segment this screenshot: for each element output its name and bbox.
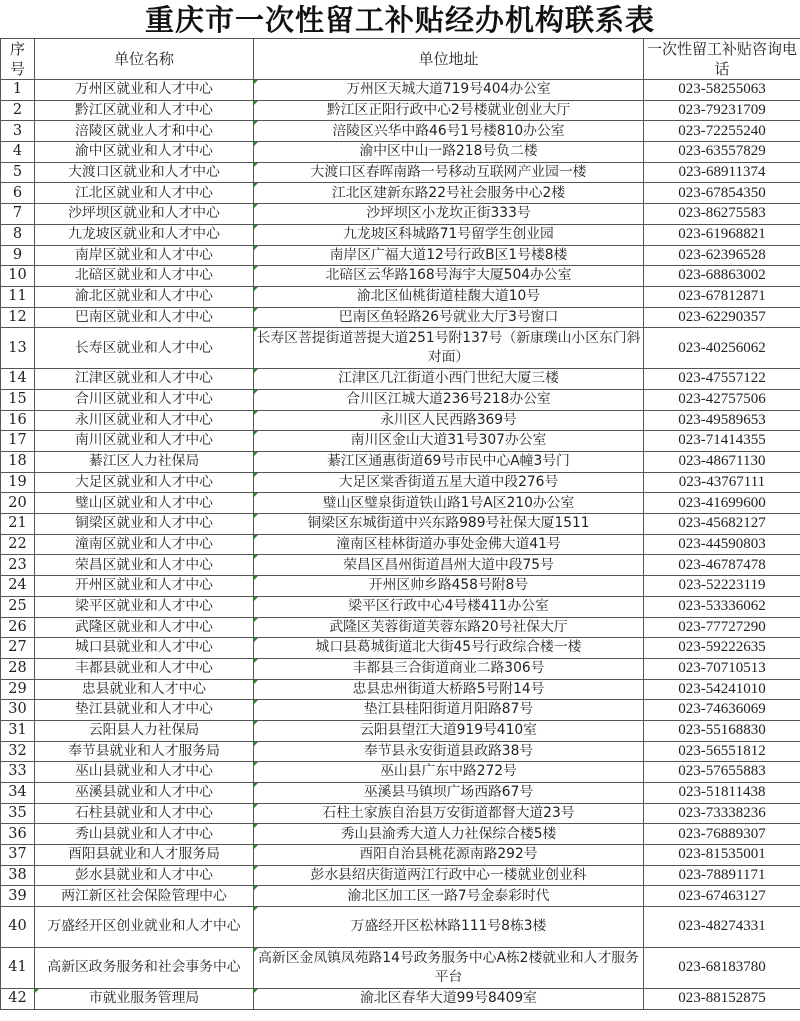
phone-cell: 023-67812871 xyxy=(644,286,800,307)
row-number: 13 xyxy=(1,328,35,369)
row-number: 3 xyxy=(1,121,35,142)
table-row xyxy=(1,286,800,307)
table-row xyxy=(1,472,800,493)
unit-name-cell: 城口县就业和人才中心 xyxy=(35,638,254,659)
unit-name-cell: 万盛经开区创业就业和人才中心 xyxy=(35,907,254,948)
phone-cell: 023-70710513 xyxy=(644,658,800,679)
unit-address-cell: 黔江区正阳行政中心2号楼就业创业大厅 xyxy=(254,100,644,121)
phone-cell: 023-54241010 xyxy=(644,679,800,700)
unit-address-cell: 渝北区春华大道99号8409室 xyxy=(254,989,644,1010)
unit-name-cell: 涪陵区就业人才和中心 xyxy=(35,121,254,142)
table-row xyxy=(1,80,800,101)
unit-address-cell: 石柱土家族自治县万安街道都督大道23号 xyxy=(254,803,644,824)
row-number: 12 xyxy=(1,307,35,328)
unit-address-cell: 大足区棠香街道五星大道中段276号 xyxy=(254,472,644,493)
header-address: 单位地址 xyxy=(254,39,644,80)
row-number: 25 xyxy=(1,596,35,617)
unit-name-cell: 高新区政务服务和社会事务中心 xyxy=(35,948,254,989)
table-row xyxy=(1,431,800,452)
unit-name-cell: 云阳县人力社保局 xyxy=(35,720,254,741)
row-number: 28 xyxy=(1,658,35,679)
row-number: 29 xyxy=(1,679,35,700)
unit-name-cell: 北碚区就业和人才中心 xyxy=(35,266,254,287)
unit-name-cell: 长寿区就业和人才中心 xyxy=(35,328,254,369)
unit-address-cell: 丰都县三合街道商业二路306号 xyxy=(254,658,644,679)
phone-cell: 023-42757506 xyxy=(644,389,800,410)
unit-address-cell: 奉节县永安街道县政路38号 xyxy=(254,741,644,762)
unit-address-cell: 涪陵区兴华中路46号1号楼810办公室 xyxy=(254,121,644,142)
row-number: 23 xyxy=(1,555,35,576)
unit-address-cell: 铜梁区东城街道中兴东路989号社保大厦1511 xyxy=(254,514,644,535)
table-row xyxy=(1,783,800,804)
phone-cell: 023-63557829 xyxy=(644,142,800,163)
table-row xyxy=(1,989,800,1010)
table-body xyxy=(1,80,800,1010)
unit-name-cell: 巴南区就业和人才中心 xyxy=(35,307,254,328)
row-number: 42 xyxy=(1,989,35,1010)
unit-address-cell: 云阳县望江大道919号410室 xyxy=(254,720,644,741)
row-number: 35 xyxy=(1,803,35,824)
table-row xyxy=(1,389,800,410)
table-row xyxy=(1,886,800,907)
table-row xyxy=(1,555,800,576)
table-row xyxy=(1,534,800,555)
unit-address-cell: 南川区金山大道31号307办公室 xyxy=(254,431,644,452)
unit-name-cell: 开州区就业和人才中心 xyxy=(35,576,254,597)
unit-name-cell: 忠县就业和人才中心 xyxy=(35,679,254,700)
unit-name-cell: 永川区就业和人才中心 xyxy=(35,410,254,431)
unit-address-cell: 渝中区中山一路218号负二楼 xyxy=(254,142,644,163)
phone-cell: 023-55168830 xyxy=(644,720,800,741)
unit-name-cell: 荣昌区就业和人才中心 xyxy=(35,555,254,576)
row-number: 32 xyxy=(1,741,35,762)
phone-cell: 023-47557122 xyxy=(644,369,800,390)
table-row xyxy=(1,142,800,163)
row-number: 7 xyxy=(1,204,35,225)
unit-name-cell: 綦江区人力社保局 xyxy=(35,452,254,473)
unit-address-cell: 万州区天城大道719号404办公室 xyxy=(254,80,644,101)
unit-name-cell: 南岸区就业和人才中心 xyxy=(35,245,254,266)
unit-name-cell: 丰都县就业和人才中心 xyxy=(35,658,254,679)
unit-name-cell: 渝北区就业和人才中心 xyxy=(35,286,254,307)
table-row xyxy=(1,100,800,121)
unit-name-cell: 璧山区就业和人才中心 xyxy=(35,493,254,514)
row-number: 31 xyxy=(1,720,35,741)
unit-name-cell: 九龙坡区就业和人才中心 xyxy=(35,224,254,245)
unit-name-cell: 渝中区就业和人才中心 xyxy=(35,142,254,163)
row-number: 15 xyxy=(1,389,35,410)
unit-address-cell: 荣昌区昌州街道昌州大道中段75号 xyxy=(254,555,644,576)
unit-address-cell: 江北区建新东路22号社会服务中心2楼 xyxy=(254,183,644,204)
row-number: 11 xyxy=(1,286,35,307)
unit-address-cell: 大渡口区春晖南路一号移动互联网产业园一楼 xyxy=(254,162,644,183)
unit-address-cell: 彭水县绍庆街道两江行政中心一楼就业创业科 xyxy=(254,865,644,886)
unit-address-cell: 潼南区桂林街道办事处金佛大道41号 xyxy=(254,534,644,555)
unit-address-cell: 璧山区璧泉街道铁山路1号A区210办公室 xyxy=(254,493,644,514)
phone-cell: 023-62290357 xyxy=(644,307,800,328)
phone-cell: 023-68183780 xyxy=(644,948,800,989)
unit-name-cell: 市就业服务管理局 xyxy=(35,989,254,1010)
phone-cell: 023-76889307 xyxy=(644,824,800,845)
unit-address-cell: 垫江县桂阳街道月阳路87号 xyxy=(254,700,644,721)
row-number: 33 xyxy=(1,762,35,783)
row-number: 17 xyxy=(1,431,35,452)
phone-cell: 023-73338236 xyxy=(644,803,800,824)
table-row xyxy=(1,658,800,679)
table-row xyxy=(1,245,800,266)
phone-cell: 023-52223119 xyxy=(644,576,800,597)
row-number: 40 xyxy=(1,907,35,948)
unit-address-cell: 沙坪坝区小龙坎正街333号 xyxy=(254,204,644,225)
row-number: 38 xyxy=(1,865,35,886)
unit-address-cell: 万盛经开区松林路111号8栋3楼 xyxy=(254,907,644,948)
unit-name-cell: 酉阳县就业和人才服务局 xyxy=(35,845,254,866)
row-number: 22 xyxy=(1,534,35,555)
unit-address-cell: 忠县忠州街道大桥路5号附14号 xyxy=(254,679,644,700)
row-number: 36 xyxy=(1,824,35,845)
unit-address-cell: 巫山县广东中路272号 xyxy=(254,762,644,783)
phone-cell: 023-78891171 xyxy=(644,865,800,886)
unit-address-cell: 高新区金凤镇凤苑路14号政务服务中心A栋2楼就业和人才服务平台 xyxy=(254,948,644,989)
unit-name-cell: 秀山县就业和人才中心 xyxy=(35,824,254,845)
row-number: 30 xyxy=(1,700,35,721)
row-number: 37 xyxy=(1,845,35,866)
phone-cell: 023-56551812 xyxy=(644,741,800,762)
phone-cell: 023-48671130 xyxy=(644,452,800,473)
phone-cell: 023-81535001 xyxy=(644,845,800,866)
table-row xyxy=(1,307,800,328)
phone-cell: 023-71414355 xyxy=(644,431,800,452)
phone-cell: 023-72255240 xyxy=(644,121,800,142)
table-row xyxy=(1,266,800,287)
row-number: 20 xyxy=(1,493,35,514)
table-row xyxy=(1,845,800,866)
table-row xyxy=(1,596,800,617)
row-number: 16 xyxy=(1,410,35,431)
unit-address-cell: 梁平区行政中心4号楼411办公室 xyxy=(254,596,644,617)
unit-address-cell: 北碚区云华路168号海宇大厦504办公室 xyxy=(254,266,644,287)
unit-name-cell: 铜梁区就业和人才中心 xyxy=(35,514,254,535)
row-number: 8 xyxy=(1,224,35,245)
table-row xyxy=(1,907,800,948)
row-number: 9 xyxy=(1,245,35,266)
row-number: 10 xyxy=(1,266,35,287)
phone-cell: 023-44590803 xyxy=(644,534,800,555)
row-number: 5 xyxy=(1,162,35,183)
phone-cell: 023-46787478 xyxy=(644,555,800,576)
row-number: 18 xyxy=(1,452,35,473)
table-row xyxy=(1,700,800,721)
contact-table xyxy=(0,38,800,1010)
phone-cell: 023-61968821 xyxy=(644,224,800,245)
unit-address-cell: 酉阳自治县桃花源南路292号 xyxy=(254,845,644,866)
table-row xyxy=(1,741,800,762)
unit-name-cell: 南川区就业和人才中心 xyxy=(35,431,254,452)
table-row xyxy=(1,948,800,989)
phone-cell: 023-58255063 xyxy=(644,80,800,101)
table-row xyxy=(1,576,800,597)
row-number: 2 xyxy=(1,100,35,121)
unit-address-cell: 武隆区芙蓉街道芙蓉东路20号社保大厅 xyxy=(254,617,644,638)
phone-cell: 023-88152875 xyxy=(644,989,800,1010)
unit-name-cell: 石柱县就业和人才中心 xyxy=(35,803,254,824)
unit-name-cell: 巫山县就业和人才中心 xyxy=(35,762,254,783)
unit-name-cell: 沙坪坝区就业和人才中心 xyxy=(35,204,254,225)
row-number: 6 xyxy=(1,183,35,204)
phone-cell: 023-49589653 xyxy=(644,410,800,431)
unit-name-cell: 奉节县就业和人才服务局 xyxy=(35,741,254,762)
phone-cell: 023-59222635 xyxy=(644,638,800,659)
phone-cell: 023-48274331 xyxy=(644,907,800,948)
unit-address-cell: 城口县葛城街道北大街45号行政综合楼一楼 xyxy=(254,638,644,659)
unit-address-cell: 巫溪县马镇坝广场西路67号 xyxy=(254,783,644,804)
header-phone: 一次性留工补贴咨询电话 xyxy=(644,39,800,80)
table-header-row xyxy=(1,39,800,80)
table-row xyxy=(1,762,800,783)
row-number: 1 xyxy=(1,80,35,101)
unit-address-cell: 长寿区菩提街道菩提大道251号附137号（新康璞山小区东门斜对面） xyxy=(254,328,644,369)
table-row xyxy=(1,410,800,431)
unit-address-cell: 江津区几江街道小西门世纪大厦三楼 xyxy=(254,369,644,390)
header-no: 序号 xyxy=(1,39,35,80)
table-row xyxy=(1,183,800,204)
row-number: 26 xyxy=(1,617,35,638)
row-number: 39 xyxy=(1,886,35,907)
phone-cell: 023-40256062 xyxy=(644,328,800,369)
row-number: 21 xyxy=(1,514,35,535)
table-row xyxy=(1,452,800,473)
phone-cell: 023-57655883 xyxy=(644,762,800,783)
unit-name-cell: 巫溪县就业和人才中心 xyxy=(35,783,254,804)
phone-cell: 023-77727290 xyxy=(644,617,800,638)
page-title: 重庆市一次性留工补贴经办机构联系表 xyxy=(144,3,655,37)
table-row xyxy=(1,369,800,390)
unit-name-cell: 黔江区就业和人才中心 xyxy=(35,100,254,121)
unit-name-cell: 万州区就业和人才中心 xyxy=(35,80,254,101)
table-row xyxy=(1,617,800,638)
table-row xyxy=(1,679,800,700)
unit-address-cell: 南岸区广福大道12号行政B区1号楼8楼 xyxy=(254,245,644,266)
unit-name-cell: 江北区就业和人才中心 xyxy=(35,183,254,204)
unit-name-cell: 合川区就业和人才中心 xyxy=(35,389,254,410)
phone-cell: 023-68863002 xyxy=(644,266,800,287)
unit-name-cell: 两江新区社会保险管理中心 xyxy=(35,886,254,907)
unit-name-cell: 大渡口区就业和人才中心 xyxy=(35,162,254,183)
phone-cell: 023-67854350 xyxy=(644,183,800,204)
table-row xyxy=(1,204,800,225)
table-row xyxy=(1,328,800,369)
phone-cell: 023-53336062 xyxy=(644,596,800,617)
unit-address-cell: 渝北区仙桃街道桂馥大道10号 xyxy=(254,286,644,307)
phone-cell: 023-41699600 xyxy=(644,493,800,514)
table-row xyxy=(1,514,800,535)
unit-name-cell: 武隆区就业和人才中心 xyxy=(35,617,254,638)
unit-address-cell: 綦江区通惠街道69号市民中心A幢3号门 xyxy=(254,452,644,473)
row-number: 41 xyxy=(1,948,35,989)
row-number: 14 xyxy=(1,369,35,390)
phone-cell: 023-45682127 xyxy=(644,514,800,535)
unit-name-cell: 彭水县就业和人才中心 xyxy=(35,865,254,886)
phone-cell: 023-68911374 xyxy=(644,162,800,183)
table-row xyxy=(1,162,800,183)
unit-address-cell: 巴南区鱼轻路26号就业大厅3号窗口 xyxy=(254,307,644,328)
table-row xyxy=(1,493,800,514)
table-row xyxy=(1,638,800,659)
row-number: 24 xyxy=(1,576,35,597)
table-row xyxy=(1,865,800,886)
unit-address-cell: 永川区人民西路369号 xyxy=(254,410,644,431)
table-row xyxy=(1,824,800,845)
phone-cell: 023-51811438 xyxy=(644,783,800,804)
phone-cell: 023-74636069 xyxy=(644,700,800,721)
unit-address-cell: 渝北区加工区一路7号金泰彩时代 xyxy=(254,886,644,907)
unit-name-cell: 江津区就业和人才中心 xyxy=(35,369,254,390)
unit-name-cell: 潼南区就业和人才中心 xyxy=(35,534,254,555)
unit-address-cell: 九龙坡区科城路71号留学生创业园 xyxy=(254,224,644,245)
phone-cell: 023-62396528 xyxy=(644,245,800,266)
unit-name-cell: 大足区就业和人才中心 xyxy=(35,472,254,493)
unit-address-cell: 秀山县渝秀大道人力社保综合楼5楼 xyxy=(254,824,644,845)
unit-address-cell: 开州区帅乡路458号附8号 xyxy=(254,576,644,597)
phone-cell: 023-67463127 xyxy=(644,886,800,907)
phone-cell: 023-79231709 xyxy=(644,100,800,121)
row-number: 19 xyxy=(1,472,35,493)
table-row xyxy=(1,803,800,824)
table-row xyxy=(1,720,800,741)
unit-address-cell: 合川区江城大道236号218办公室 xyxy=(254,389,644,410)
unit-name-cell: 梁平区就业和人才中心 xyxy=(35,596,254,617)
phone-cell: 023-86275583 xyxy=(644,204,800,225)
unit-name-cell: 垫江县就业和人才中心 xyxy=(35,700,254,721)
table-row xyxy=(1,224,800,245)
row-number: 4 xyxy=(1,142,35,163)
header-name: 单位名称 xyxy=(35,39,254,80)
row-number: 34 xyxy=(1,783,35,804)
row-number: 27 xyxy=(1,638,35,659)
phone-cell: 023-43767111 xyxy=(644,472,800,493)
table-row xyxy=(1,121,800,142)
